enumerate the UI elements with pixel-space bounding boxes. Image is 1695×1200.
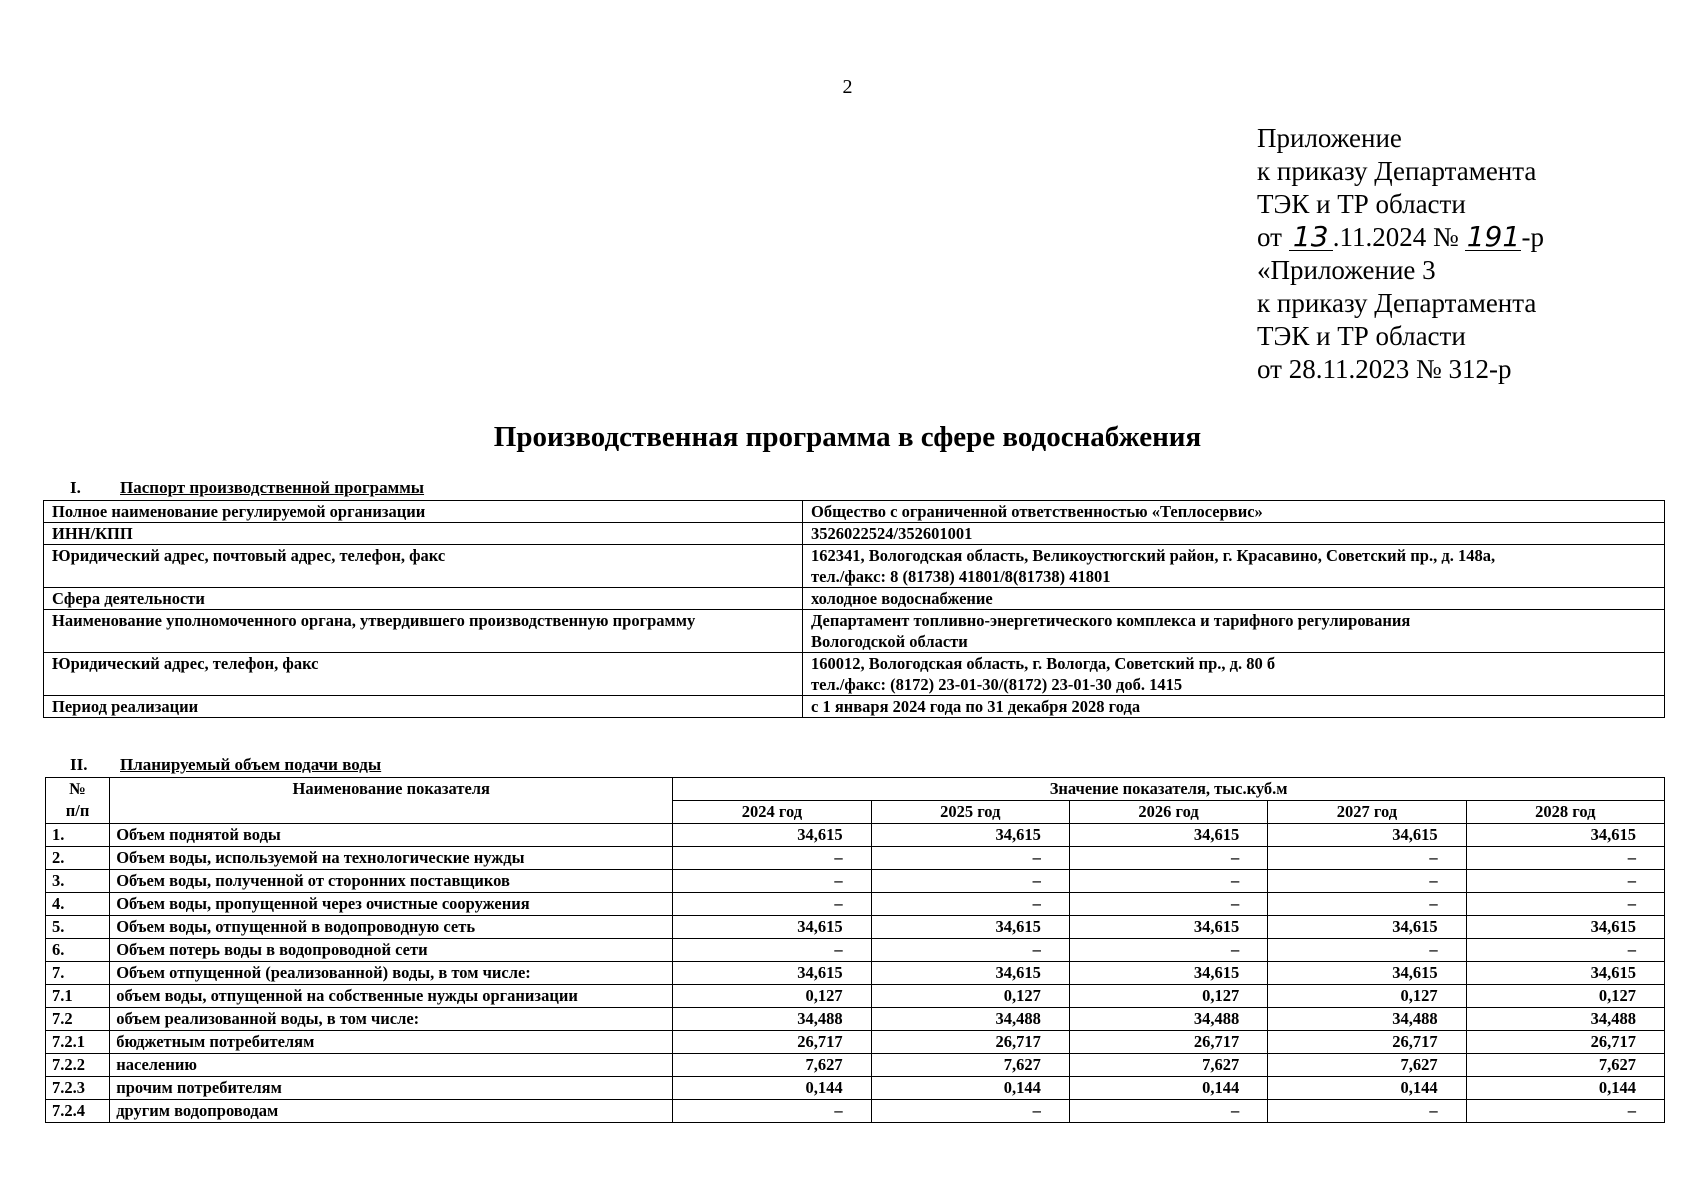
row-value: – [1069, 870, 1267, 893]
table-row [46, 1077, 1665, 1100]
row-value: 26,717 [871, 1031, 1069, 1054]
table-row [46, 1008, 1665, 1031]
passport-row [44, 696, 1665, 718]
header-year: 2025 год [871, 801, 1069, 824]
row-number: 7. [46, 962, 110, 985]
document-title: Производственная программа в сфере водоснабжения [493, 421, 1202, 453]
row-value: 0,127 [1268, 985, 1466, 1008]
row-value: – [1466, 870, 1664, 893]
row-value: 0,127 [1069, 985, 1267, 1008]
row-value: 34,615 [673, 824, 871, 847]
row-indicator-name: Объем воды, используемой на технологические нужды [110, 847, 673, 870]
row-value: – [673, 893, 871, 916]
passport-value-line: холодное водоснабжение [811, 589, 993, 608]
appendix-line: ТЭК и ТР области [1257, 189, 1466, 219]
table-row [46, 847, 1665, 870]
row-indicator-name: Объем воды, полученной от сторонних поставщиков [110, 870, 673, 893]
appendix-line: ТЭК и ТР области [1257, 321, 1466, 351]
row-indicator-name: прочим потребителям [110, 1077, 673, 1100]
handwritten-day: 13 [1289, 224, 1333, 251]
row-value: 34,615 [1268, 962, 1466, 985]
appendix-order-date [1257, 221, 1544, 254]
appendix-line: от 28.11.2023 № 312-р [1257, 354, 1512, 384]
passport-label: ИНН/КПП [44, 523, 803, 545]
passport-label: Юридический адрес, телефон, факс [44, 653, 803, 696]
row-value: 34,615 [1268, 824, 1466, 847]
passport-label: Полное наименование регулируемой организации [44, 501, 803, 523]
passport-row [44, 588, 1665, 610]
row-value: – [1466, 893, 1664, 916]
row-value: 0,144 [1069, 1077, 1267, 1100]
row-indicator-name: объем воды, отпущенной на собственные нужды организации [110, 985, 673, 1008]
row-indicator-name: населению [110, 1054, 673, 1077]
header-num [46, 778, 110, 824]
row-value: 0,144 [871, 1077, 1069, 1100]
row-value: – [1268, 1100, 1466, 1123]
row-value: 34,615 [871, 824, 1069, 847]
row-number: 7.2 [46, 1008, 110, 1031]
passport-value [803, 610, 1665, 653]
row-value: – [673, 1100, 871, 1123]
row-number: 6. [46, 939, 110, 962]
header-year: 2026 год [1069, 801, 1267, 824]
table-row [46, 962, 1665, 985]
row-value: 0,127 [871, 985, 1069, 1008]
row-value: 26,717 [1268, 1031, 1466, 1054]
passport-value-line: с 1 января 2024 года по 31 декабря 2028 года [811, 697, 1141, 716]
table-row [46, 1100, 1665, 1123]
row-value: 26,717 [1466, 1031, 1664, 1054]
row-value: 0,144 [1268, 1077, 1466, 1100]
row-indicator-name: Объем воды, пропущенной через очистные сооружения [110, 893, 673, 916]
passport-value-line: тел./факс: (8172) 23-01-30/(8172) 23-01-30 доб. 1415 [811, 675, 1183, 694]
table-row [46, 870, 1665, 893]
row-value: 34,615 [1069, 916, 1267, 939]
passport-row [44, 653, 1665, 696]
row-number: 5. [46, 916, 110, 939]
row-value: 0,127 [1466, 985, 1664, 1008]
row-number: 7.2.1 [46, 1031, 110, 1054]
row-value: – [673, 870, 871, 893]
row-value: – [871, 939, 1069, 962]
passport-label: Наименование уполномоченного органа, утвердившего производственную программу [44, 610, 803, 653]
table-row [46, 916, 1665, 939]
row-value: – [1069, 939, 1267, 962]
row-number: 7.2.4 [46, 1100, 110, 1123]
row-value: 0,144 [1466, 1077, 1664, 1100]
table-header-row [46, 778, 1665, 801]
passport-value-line: Вологодской области [811, 632, 968, 651]
page-number: 2 [842, 76, 853, 98]
table-row [46, 985, 1665, 1008]
row-value: – [871, 870, 1069, 893]
row-value: – [1466, 1100, 1664, 1123]
row-value: 7,627 [1069, 1054, 1267, 1077]
row-value: 26,717 [1069, 1031, 1267, 1054]
table-row [46, 939, 1665, 962]
passport-value-line: 160012, Вологодская область, г. Вологда, Советский пр., д. 80 б [811, 654, 1276, 673]
header-num-line1: № [69, 779, 86, 798]
order-mid: .11.2024 № [1332, 222, 1466, 252]
passport-label: Период реализации [44, 696, 803, 718]
row-number: 2. [46, 847, 110, 870]
row-number: 7.2.2 [46, 1054, 110, 1077]
section1-title: Паспорт производственной программы [120, 478, 425, 497]
row-value: 0,127 [673, 985, 871, 1008]
row-value: – [1466, 847, 1664, 870]
row-value: 34,488 [1268, 1008, 1466, 1031]
passport-row [44, 545, 1665, 588]
order-suffix: -р [1521, 222, 1544, 252]
passport-value [803, 501, 1665, 523]
passport-value [803, 545, 1665, 588]
order-prefix: от [1257, 222, 1289, 252]
section1-roman: I. [70, 478, 81, 497]
row-indicator-name: объем реализованной воды, в том числе: [110, 1008, 673, 1031]
appendix-block [1257, 122, 1544, 386]
row-indicator-name: другим водопроводам [110, 1100, 673, 1123]
passport-value [803, 653, 1665, 696]
row-value: 34,488 [871, 1008, 1069, 1031]
header-num-line2: п/п [65, 801, 90, 820]
table-row [46, 1054, 1665, 1077]
row-value: – [673, 939, 871, 962]
row-value: 34,615 [1069, 962, 1267, 985]
passport-value-line: 162341, Вологодская область, Великоустюгский район, г. Красавино, Советский пр., д. 148а, [811, 546, 1496, 565]
row-value: – [1268, 939, 1466, 962]
header-year: 2027 год [1268, 801, 1466, 824]
passport-value-line: Департамент топливно-энергетического комплекса и тарифного регулирования [811, 611, 1411, 630]
row-value: – [1466, 939, 1664, 962]
passport-value-line: 3526022524/352601001 [811, 524, 973, 543]
row-number: 1. [46, 824, 110, 847]
passport-row [44, 523, 1665, 545]
row-value: 34,615 [871, 962, 1069, 985]
row-value: – [871, 893, 1069, 916]
row-indicator-name: бюджетным потребителям [110, 1031, 673, 1054]
row-value: 7,627 [1268, 1054, 1466, 1077]
row-value: 34,615 [673, 916, 871, 939]
row-indicator-name: Объем поднятой воды [110, 824, 673, 847]
appendix-line: Приложение [1257, 123, 1402, 153]
passport-row [44, 501, 1665, 523]
water-volume-table [45, 777, 1665, 1123]
row-value: 34,488 [1069, 1008, 1267, 1031]
passport-value [803, 523, 1665, 545]
row-number: 4. [46, 893, 110, 916]
section1-heading [45, 478, 424, 498]
row-number: 7.2.3 [46, 1077, 110, 1100]
row-value: 34,615 [1268, 916, 1466, 939]
appendix-line: к приказу Департамента [1257, 288, 1537, 318]
row-indicator-name: Объем отпущенной (реализованной) воды, в том числе: [110, 962, 673, 985]
section2-heading [45, 755, 381, 775]
row-number: 7.1 [46, 985, 110, 1008]
row-value: 0,144 [673, 1077, 871, 1100]
row-value: 7,627 [673, 1054, 871, 1077]
header-indicator-name: Наименование показателя [110, 778, 673, 824]
row-value: 34,615 [673, 962, 871, 985]
row-indicator-name: Объем воды, отпущенной в водопроводную сеть [110, 916, 673, 939]
row-value: – [1069, 893, 1267, 916]
row-value: 7,627 [1466, 1054, 1664, 1077]
header-year: 2028 год [1466, 801, 1664, 824]
row-value: – [1268, 847, 1466, 870]
row-value: – [871, 1100, 1069, 1123]
passport-value-line: Общество с ограниченной ответственностью «Теплосервис» [811, 502, 1263, 521]
header-indicator-value: Значение показателя, тыс.куб.м [673, 778, 1665, 801]
passport-value [803, 588, 1665, 610]
row-value: 34,615 [1466, 962, 1664, 985]
appendix-line: к приказу Департамента [1257, 156, 1537, 186]
appendix-line: «Приложение 3 [1257, 255, 1436, 285]
row-value: – [1069, 1100, 1267, 1123]
table-row [46, 824, 1665, 847]
row-value: – [673, 847, 871, 870]
row-value: 7,627 [871, 1054, 1069, 1077]
row-value: 34,615 [1069, 824, 1267, 847]
table-row [46, 1031, 1665, 1054]
row-value: 34,615 [871, 916, 1069, 939]
row-value: – [1268, 893, 1466, 916]
row-value: 34,488 [1466, 1008, 1664, 1031]
passport-row [44, 610, 1665, 653]
section2-title: Планируемый объем подачи воды [120, 755, 382, 774]
row-value: – [1069, 847, 1267, 870]
row-value: 34,615 [1466, 824, 1664, 847]
row-value: – [1268, 870, 1466, 893]
table-row [46, 893, 1665, 916]
row-value: 34,488 [673, 1008, 871, 1031]
header-year: 2024 год [673, 801, 871, 824]
row-value: 34,615 [1466, 916, 1664, 939]
passport-value-line: тел./факс: 8 (81738) 41801/8(81738) 41801 [811, 567, 1111, 586]
row-value: 26,717 [673, 1031, 871, 1054]
section2-roman: II. [70, 755, 88, 774]
passport-label: Юридический адрес, почтовый адрес, телефон, факс [44, 545, 803, 588]
handwritten-order-number: 191 [1466, 220, 1521, 253]
passport-label: Сфера деятельности [44, 588, 803, 610]
row-value: – [871, 847, 1069, 870]
row-number: 3. [46, 870, 110, 893]
passport-value [803, 696, 1665, 718]
passport-table [43, 500, 1665, 718]
row-indicator-name: Объем потерь воды в водопроводной сети [110, 939, 673, 962]
